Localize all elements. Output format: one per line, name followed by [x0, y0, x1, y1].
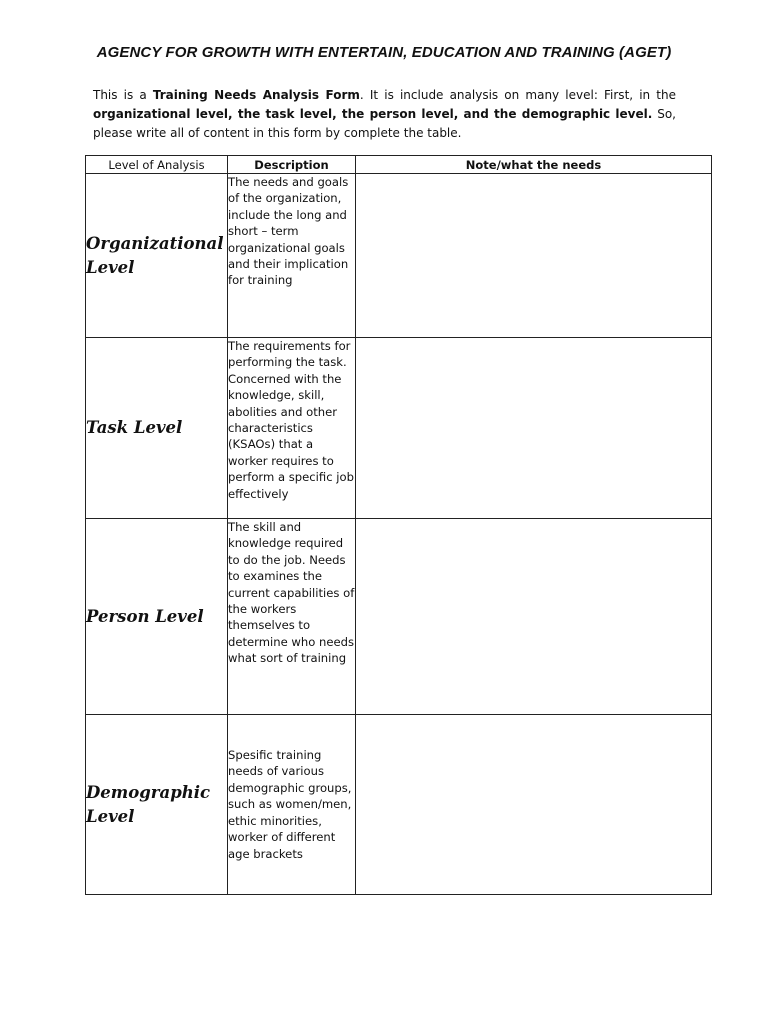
training-needs-table [85, 155, 712, 895]
header-note: Note/what the needs [356, 156, 712, 174]
note-cell[interactable] [356, 715, 712, 895]
description-text: The requirements for performing the task. Concerned with the knowledge, skill, abolities and other characteristics (KSAOs) that a worker requires to perform a specific job effectively [228, 339, 354, 501]
table-header-row [86, 156, 712, 174]
description-cell [228, 519, 356, 715]
header-level-of-analysis: Level of Analysis [86, 156, 228, 174]
level-cell: Task Level [86, 338, 228, 519]
level-cell: Demographic Level [86, 715, 228, 895]
intro-text-3: So, please write all of content in this form by complete the table. [93, 107, 677, 140]
description-cell [228, 174, 356, 338]
level-cell: Person Level [86, 519, 228, 715]
intro-text-1: This is a [93, 88, 153, 102]
header-description: Description [228, 156, 356, 174]
note-cell[interactable] [356, 519, 712, 715]
intro-levels: organizational level, the task level, the person level, and the demographic level. [93, 107, 653, 121]
table-row [86, 519, 712, 715]
level-cell: Organizational Level [86, 174, 228, 338]
intro-text-2: . It is include analysis on many level: First, in the [359, 88, 676, 102]
description-text: The needs and goals of the organization, include the long and short – term organizational goals and their implication for training [228, 175, 349, 288]
intro-paragraph [93, 86, 676, 143]
table-row [86, 715, 712, 895]
description-cell [228, 338, 356, 519]
description-text: Spesific training needs of various demographic groups, such as women/men, ethic minorities, worker of different age brackets [228, 748, 352, 861]
note-cell[interactable] [356, 338, 712, 519]
description-cell [228, 715, 356, 895]
description-text: The skill and knowledge required to do the job. Needs to examines the current capabilities of the workers themselves to determine who needs what sort of training [228, 520, 355, 666]
note-cell[interactable] [356, 174, 712, 338]
intro-form-name: Training Needs Analysis Form [152, 88, 360, 102]
document-title: AGENCY FOR GROWTH WITH ENTERTAIN, EDUCATION AND TRAINING (AGET) [96, 44, 672, 61]
table-row [86, 174, 712, 338]
table-row [86, 338, 712, 519]
